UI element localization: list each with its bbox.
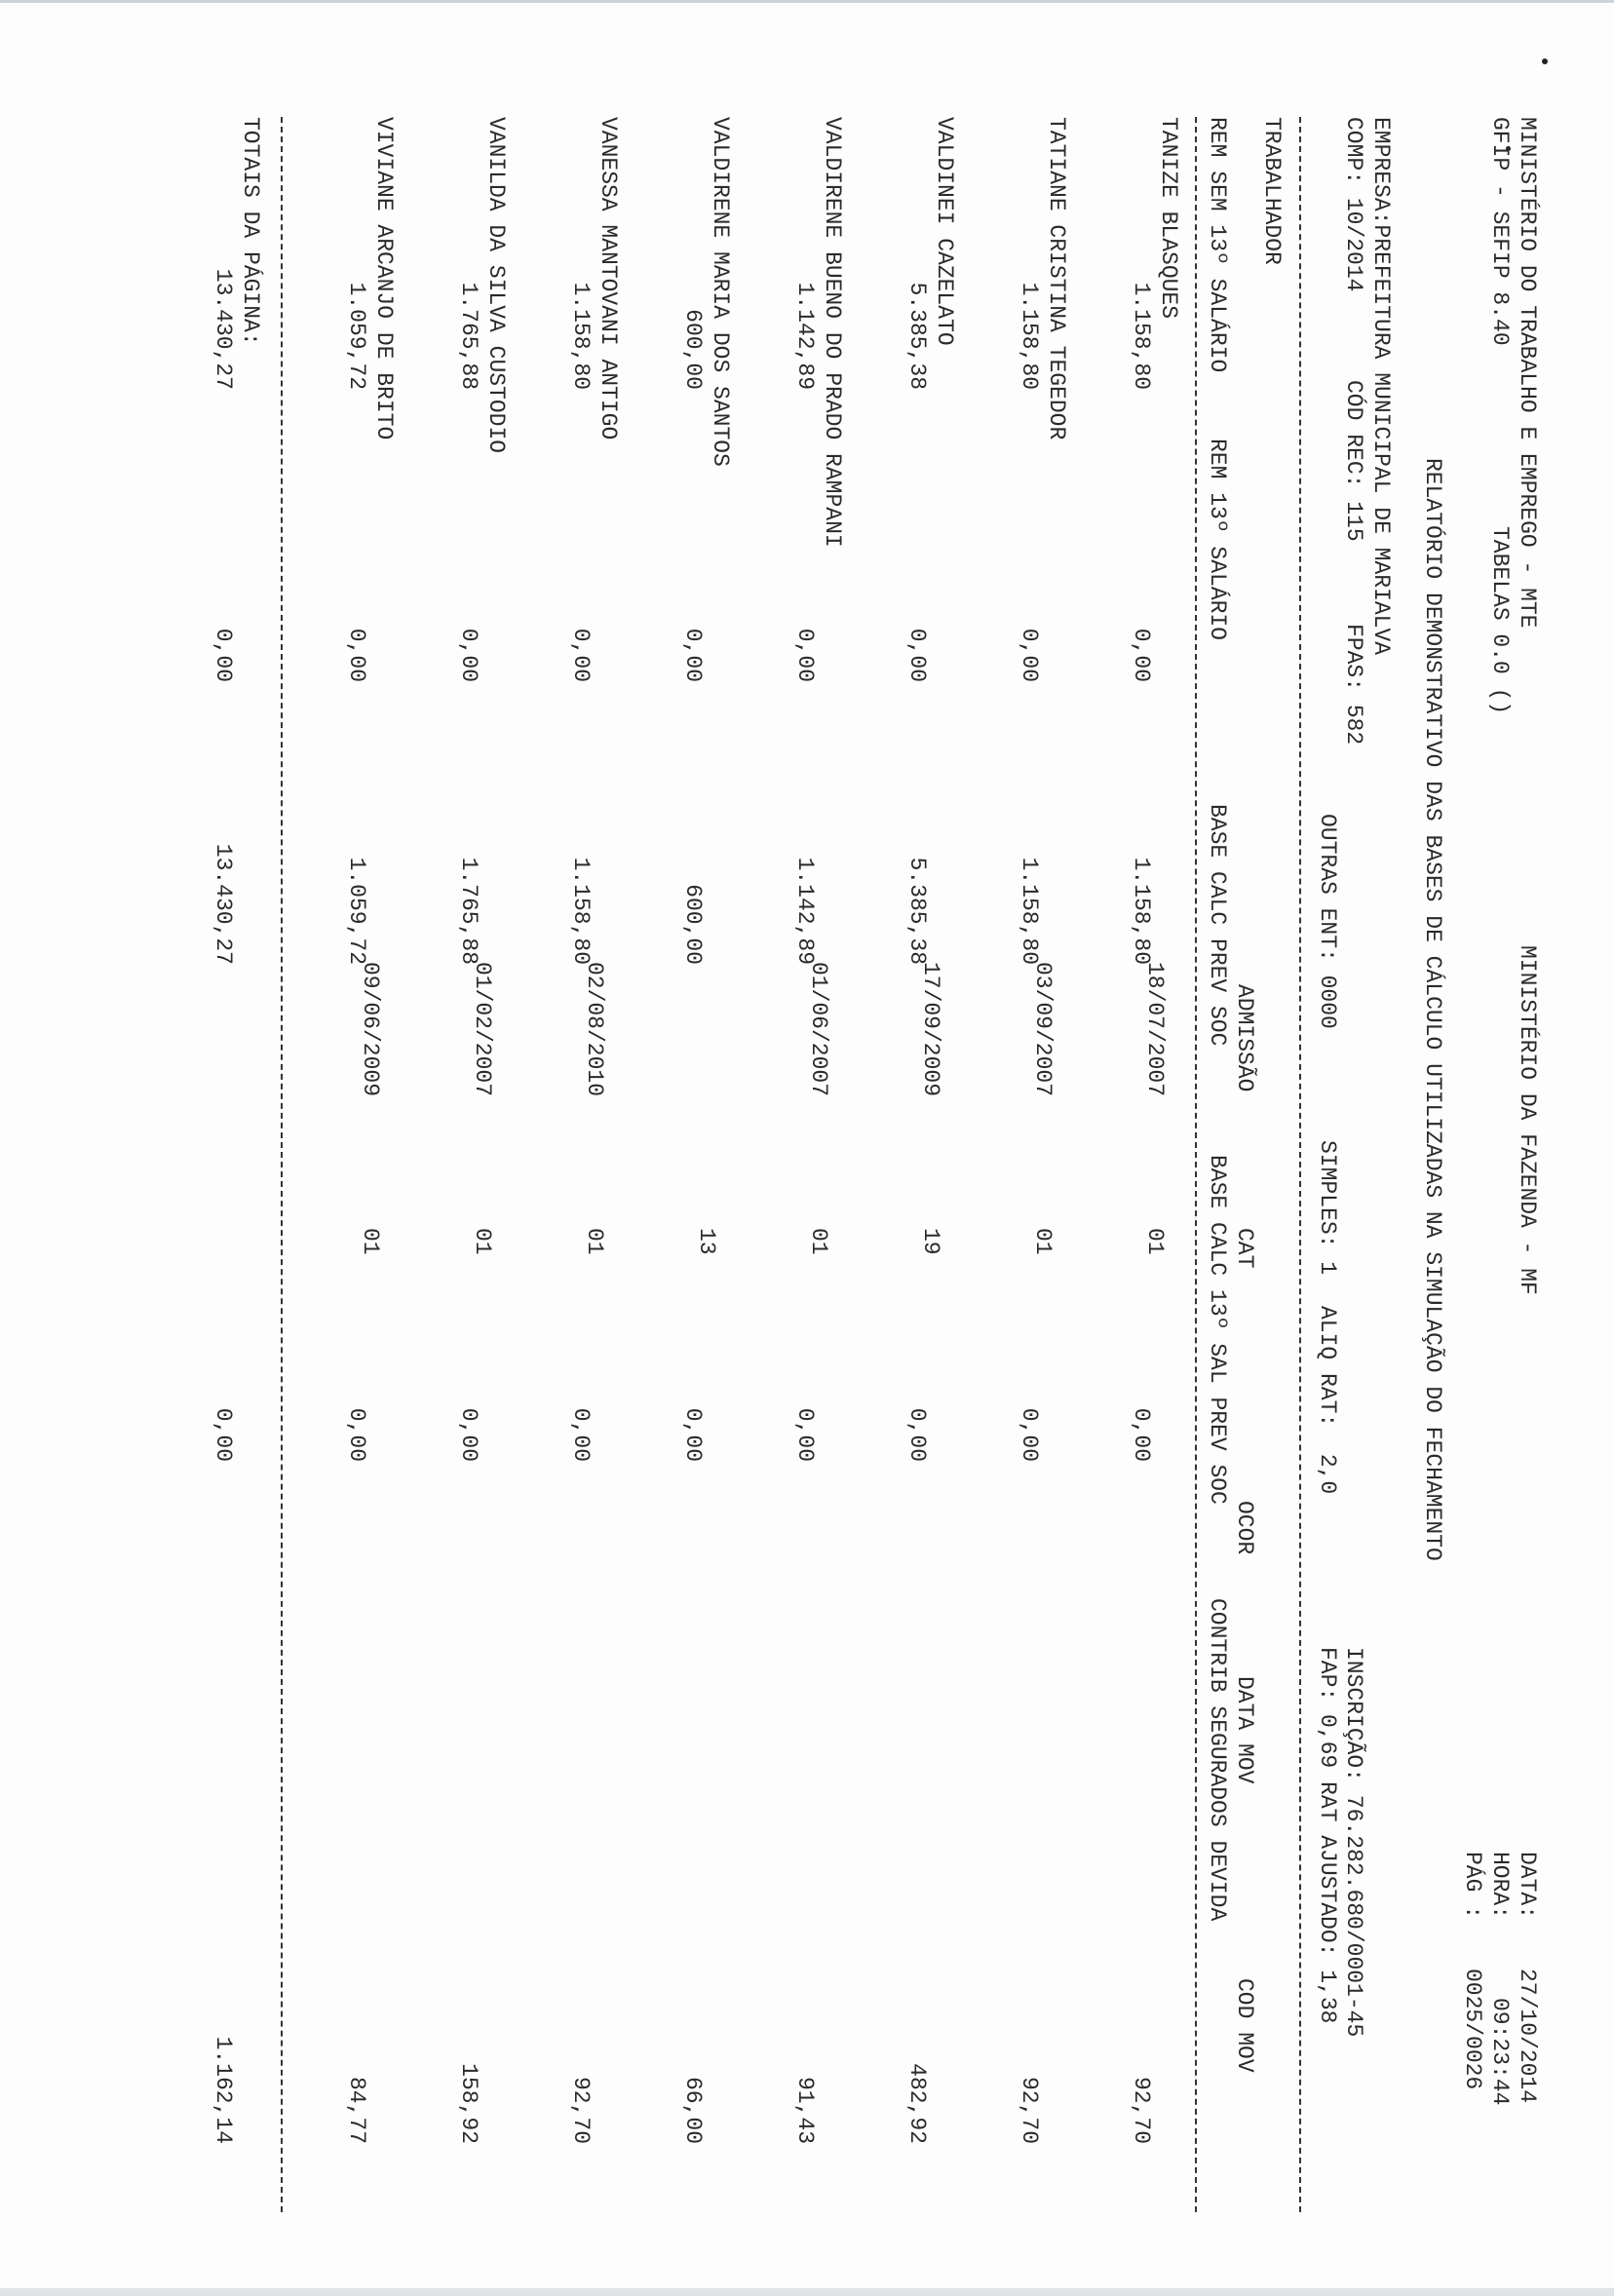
base-calc-13: 0,00 bbox=[344, 1407, 369, 1462]
base-calc-13: 0,00 bbox=[904, 1407, 930, 1462]
contrib: 91,43 bbox=[792, 2076, 818, 2144]
worker-name: VALDINEI CAZELATO bbox=[932, 117, 957, 346]
col-cod-mov: COD MOV bbox=[1232, 1978, 1257, 2073]
rem-sem-13: 1.158,80 bbox=[1017, 282, 1042, 390]
worker-name: VALDIRENE MARIA DOS SANTOS bbox=[708, 117, 733, 467]
contrib: 482,92 bbox=[904, 2063, 930, 2144]
rem-13: 0,00 bbox=[456, 628, 481, 682]
col-trabalhador: TRABALHADOR bbox=[1259, 117, 1285, 265]
totals-label: TOTAIS DA PÁGINA: bbox=[238, 117, 263, 346]
cat: 01 bbox=[582, 1228, 607, 1255]
cat: 01 bbox=[1030, 1228, 1056, 1255]
cat: 13 bbox=[694, 1228, 719, 1255]
totals-rem: 13.430,27 bbox=[211, 268, 236, 390]
worker-name: VANESSA MANTOVANI ANTIGO bbox=[596, 117, 621, 440]
admissao: 09/06/2009 bbox=[358, 961, 383, 1096]
totals-base: 13.430,27 bbox=[211, 843, 236, 965]
col-contrib: CONTRIB SEGURADOS DEVIDA bbox=[1205, 1598, 1230, 1922]
divider bbox=[281, 117, 283, 2212]
fap: FAP: 0,69 RAT AJUSTADO: 1,38 bbox=[1315, 1647, 1340, 2024]
rem-13: 0,00 bbox=[344, 628, 369, 682]
contrib: 92,70 bbox=[1017, 2076, 1042, 2144]
scan-edge bbox=[0, 2288, 1614, 2296]
totals-contrib: 1.162,14 bbox=[211, 2036, 236, 2144]
scan-edge bbox=[0, 0, 1614, 3]
admissao: 01/06/2007 bbox=[806, 961, 831, 1096]
outras-ent: OUTRAS ENT: 0000 bbox=[1315, 814, 1340, 1029]
admissao: 17/09/2009 bbox=[918, 961, 943, 1096]
rem-sem-13: 1.158,80 bbox=[1129, 282, 1154, 390]
col-base-calc-13: BASE CALC 13º SAL PREV SOC bbox=[1205, 1155, 1230, 1505]
comp: COMP: 10/2014 bbox=[1341, 117, 1366, 292]
contrib: 158,92 bbox=[456, 2063, 481, 2144]
base-calc-prev: 1.142,89 bbox=[792, 857, 818, 965]
base-calc-prev: 1.158,80 bbox=[1129, 857, 1154, 965]
ministry-right: MINISTÉRIO DA FAZENDA - MF bbox=[1515, 945, 1540, 1295]
col-rem-sem-13: REM SEM 13º SALÁRIO bbox=[1205, 117, 1230, 373]
rem-13: 0,00 bbox=[680, 628, 706, 682]
date-label: DATA: bbox=[1515, 1852, 1540, 1920]
divider bbox=[1299, 117, 1301, 2212]
base-calc-prev: 1.158,80 bbox=[1017, 857, 1042, 965]
admissao: 01/02/2007 bbox=[470, 961, 495, 1096]
page-label: PÁG : bbox=[1460, 1852, 1485, 1920]
col-base-calc-prev: BASE CALC PREV SOC bbox=[1205, 804, 1230, 1047]
rem-sem-13: 5.385,38 bbox=[904, 282, 930, 390]
admissao: 03/09/2007 bbox=[1030, 961, 1056, 1096]
rem-13: 0,00 bbox=[1129, 628, 1154, 682]
tables-version: TABELAS 0.0 () bbox=[1487, 526, 1513, 715]
base-calc-13: 0,00 bbox=[680, 1407, 706, 1462]
admissao: 18/07/2007 bbox=[1142, 961, 1168, 1096]
worker-name: VALDIRENE BUENO DO PRADO RAMPANI bbox=[820, 117, 845, 548]
speck-mark bbox=[1542, 58, 1548, 64]
base-calc-13: 0,00 bbox=[792, 1407, 818, 1462]
cat: 01 bbox=[806, 1228, 831, 1255]
rem-sem-13: 600,00 bbox=[680, 309, 706, 390]
base-calc-13: 0,00 bbox=[1129, 1407, 1154, 1462]
admissao: 02/08/2010 bbox=[582, 961, 607, 1096]
base-calc-prev: 1.059,72 bbox=[344, 857, 369, 965]
base-calc-prev: 1.158,80 bbox=[568, 857, 594, 965]
fpas: FPAS: 582 bbox=[1341, 624, 1366, 746]
page-value: 0025/0026 bbox=[1460, 1969, 1485, 2090]
contrib: 92,70 bbox=[1129, 2076, 1154, 2144]
col-cat: CAT bbox=[1232, 1228, 1257, 1269]
rem-sem-13: 1.765,88 bbox=[456, 282, 481, 390]
rem-sem-13: 1.059,72 bbox=[344, 282, 369, 390]
base-calc-13: 0,00 bbox=[1017, 1407, 1042, 1462]
date-value: 27/10/2014 bbox=[1515, 1969, 1540, 2104]
base-calc-13: 0,00 bbox=[568, 1407, 594, 1462]
base-calc-13: 0,00 bbox=[456, 1407, 481, 1462]
rem-sem-13: 1.158,80 bbox=[568, 282, 594, 390]
contrib: 84,77 bbox=[344, 2076, 369, 2144]
col-data-mov: DATA MOV bbox=[1232, 1676, 1257, 1784]
divider bbox=[1195, 117, 1197, 2212]
base-calc-prev: 600,00 bbox=[680, 884, 706, 965]
report-title: RELATÓRIO DEMONSTRATIVO DAS BASES DE CÁLCULO UTILIZADAS NA SIMULAÇÃO DO FECHAMENTO bbox=[1420, 458, 1445, 1561]
worker-name: VIVIANE ARCANJO DE BRITO bbox=[371, 117, 397, 440]
cod-rec: CÓD REC: 115 bbox=[1341, 380, 1366, 542]
worker-name: TATIANE CRISTINA TEGEDOR bbox=[1044, 117, 1069, 440]
col-rem-13: REM 13º SALÁRIO bbox=[1205, 439, 1230, 641]
rem-13: 0,00 bbox=[568, 628, 594, 682]
rotated-report bbox=[156, 117, 1540, 2212]
cat: 01 bbox=[1142, 1228, 1168, 1255]
base-calc-prev: 1.765,88 bbox=[456, 857, 481, 965]
cat: 19 bbox=[918, 1228, 943, 1255]
rem-13: 0,00 bbox=[1017, 628, 1042, 682]
rem-sem-13: 1.142,89 bbox=[792, 282, 818, 390]
system-version: GFIP - SEFIP 8.40 bbox=[1487, 117, 1513, 346]
company-name: EMPRESA:PREFEITURA MUNICIPAL DE MARIALVA bbox=[1368, 117, 1394, 656]
contrib: 66,00 bbox=[680, 2076, 706, 2144]
worker-name: VANILDA DA SILVA CUSTODIO bbox=[483, 117, 509, 454]
contrib: 92,70 bbox=[568, 2076, 594, 2144]
simples: SIMPLES: 1 bbox=[1315, 1140, 1340, 1276]
cat: 01 bbox=[358, 1228, 383, 1255]
time-value: 09:23:44 bbox=[1487, 1998, 1513, 2106]
worker-name: TANIZE BLASQUES bbox=[1156, 117, 1181, 320]
base-calc-prev: 5.385,38 bbox=[904, 857, 930, 965]
rem-13: 0,00 bbox=[792, 628, 818, 682]
inscricao: INSCRIÇÃO: 76.282.680/0001-45 bbox=[1341, 1647, 1366, 2038]
totals-base13: 0,00 bbox=[211, 1407, 236, 1462]
time-label: HORA: bbox=[1487, 1852, 1513, 1920]
cat: 01 bbox=[470, 1228, 495, 1255]
col-ocor: OCOR bbox=[1232, 1501, 1257, 1555]
col-admissao: ADMISSÃO bbox=[1232, 984, 1257, 1092]
aliq-rat: ALIQ RAT: 2,0 bbox=[1315, 1306, 1340, 1495]
rem-13: 0,00 bbox=[904, 628, 930, 682]
ministry-left: MINISTÉRIO DO TRABALHO E EMPREGO - MTE bbox=[1515, 117, 1540, 629]
totals-rem13: 0,00 bbox=[211, 628, 236, 682]
